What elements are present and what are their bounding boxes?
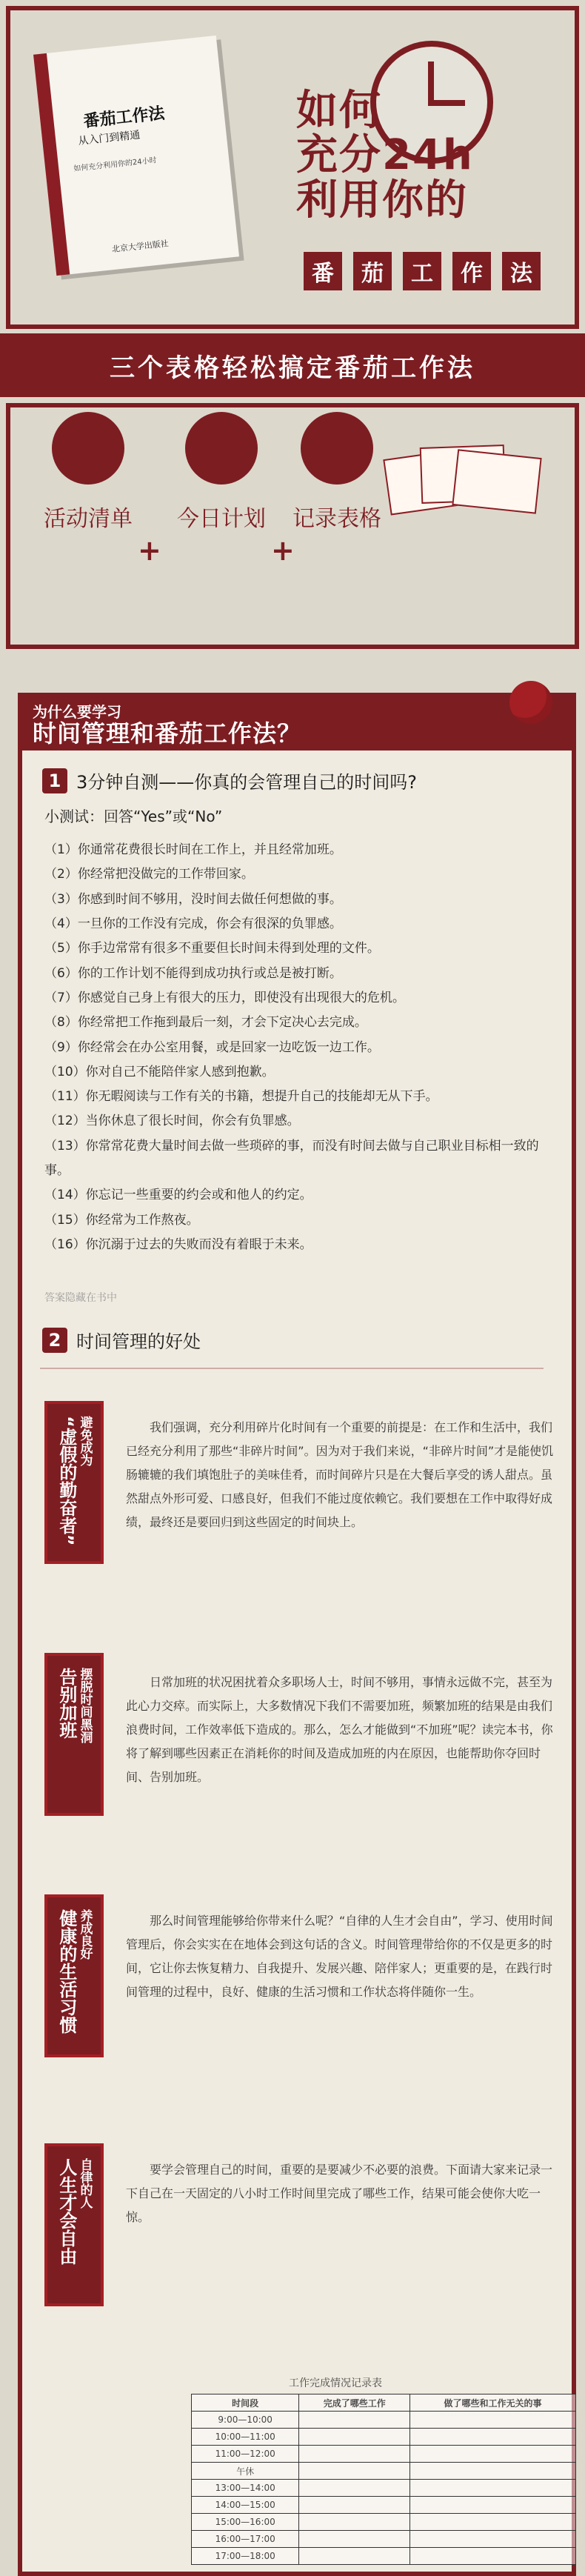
quiz-item: （5）你手边常常有很多不重要但长时间未得到处理的文件。: [44, 941, 380, 956]
sheet: [452, 449, 541, 513]
benefits-heading: [42, 1327, 201, 1353]
benefit-tag: [44, 1894, 104, 2057]
benefit-tag-small: 摆脱时间黑洞: [77, 1668, 93, 1743]
pomodoro-char: 工: [403, 252, 441, 290]
quiz-list: [44, 838, 548, 1257]
quiz-item: （13）你常常花费大量时间去做一些琐碎的事，而没有时间去做与自己职业目标相一致的事。: [44, 1138, 539, 1179]
paper-sheets-icon: [387, 446, 527, 542]
pomodoro-row: [304, 252, 541, 290]
tomato-icon: [509, 681, 552, 724]
benefit-block: [44, 2143, 555, 2306]
benefit-tag-small: 养成良好: [77, 1909, 93, 1960]
table-row-time: 17:00—18:00: [192, 2548, 299, 2565]
table-row-time: 13:00—14:00: [192, 2480, 299, 2497]
banner-title: 三个表格轻松搞定番茄工作法: [110, 353, 475, 383]
pomodoro-char: 茄: [353, 252, 392, 290]
table-row-time: 9:00—10:00: [192, 2412, 299, 2429]
quiz-item: （3）你感到时间不够用，没时间去做任何想做的事。: [44, 891, 342, 907]
benefit-block: [44, 1894, 555, 2087]
benefit-tag: [44, 1401, 104, 1564]
activity-list-card: [33, 412, 144, 532]
activity-list-label: 活动清单: [44, 506, 133, 532]
quiz-item: （1）你通常花费很长时间在工作上，并且经常加班。: [44, 842, 342, 857]
book-subtitle: 从入门到精通: [77, 129, 141, 148]
notebook-icon: [301, 412, 373, 485]
quiz-item: （6）你的工作计划不能得到成功执行或总是被打断。: [44, 965, 342, 981]
today-plan-card: [166, 412, 277, 532]
benefit-block: [44, 1653, 555, 1846]
headline: [296, 89, 541, 223]
quiz-item: （2）你经常把没做完的工作带回家。: [44, 867, 254, 882]
book-title: 番茄工作法: [82, 104, 166, 132]
headline-line-2: 充分24h: [296, 131, 474, 180]
benefits-title: 时间管理的好处: [76, 1331, 201, 1352]
plus-icon: +: [271, 534, 295, 567]
answer-note: 答案隐藏在书中: [44, 1292, 117, 1304]
benefit-text: 我们强调，充分利用碎片化时间有一个重要的前提是：在工作和生活中，我们已经充分利用了那些“非碎片时间”。因为对于我们来说，“非碎片时间”才是能使饥肠辘辘的我们填饱肚子的美味佳肴，而时间碎片只是在大餐后享受的诱人甜点。虽然甜点外形可爱、口感良好，但我们不能过度依赖它。我们要想在工作中取得好成绩，最终还是要回归到这些固定的时间块上。: [126, 1420, 554, 1529]
quiz-title: 3分钟自测——你真的会管理自己的时间吗?: [76, 772, 418, 793]
benefit-text: 那么时间管理能够给你带来什么呢？“自律的人生才会自由”，学习、使用时间管理后，你会实实在在地体会到这句话的含义。时间管理带给你的不仅是更多的时间，它让你去恢复精力、自我提升、发展兴趣、陪伴家人；更重要的是，在践行时间管理的过程中，良好、健康的生活习惯和工作状态将伴随你一生。: [126, 1914, 553, 1999]
hero: [0, 0, 585, 333]
table-row-time: 16:00—17:00: [192, 2531, 299, 2548]
benefit-tag-small: 自律的人: [77, 2158, 93, 2209]
table-row-time: 15:00—16:00: [192, 2514, 299, 2531]
quiz-item: （10）你对自己不能陪伴家人感到抱歉。: [44, 1064, 275, 1079]
benefit-tag: [44, 2143, 104, 2306]
quiz-item: （8）你经常把工作拖到最后一刻，才会下定决心去完成。: [44, 1015, 367, 1031]
table-header: 做了哪些和工作无关的事: [410, 2394, 576, 2412]
table-header: 完成了哪些工作: [299, 2394, 410, 2412]
headline-line-3: 利用你的: [296, 176, 468, 224]
quiz-item: （16）你沉溺于过去的失败而没有着眼于未来。: [44, 1237, 312, 1252]
record-table-title: 工作完成情况记录表: [289, 2377, 382, 2389]
benefit-tag-big: 健康的生活习惯: [56, 1909, 77, 2034]
table-row-time: 11:00—12:00: [192, 2446, 299, 2463]
pomodoro-char: 番: [304, 252, 342, 290]
divider: [40, 1368, 544, 1369]
table-row-time: 14:00—15:00: [192, 2497, 299, 2514]
headline-line-1: 如何: [296, 87, 382, 135]
quiz-item: （14）你忘记一些重要的约会或和他人的约定。: [44, 1188, 312, 1203]
quiz-badge: 1: [42, 768, 67, 793]
benefit-tag: [44, 1653, 104, 1816]
benefit-text: 日常加班的状况困扰着众多职场人士，时间不够用，事情永远做不完，甚至为此心力交瘁。而实际上，大多数情况下我们不需要加班，频繁加班的结果是由我们浪费时间，工作效率低下造成的。那么，怎么才能做到“不加班”呢？读完本书，你将了解到哪些因素正在消耗你的时间及造成加班的内在原因，也能帮助你夺回时间、告别加班。: [126, 1675, 553, 1784]
benefit-tag-big: “虚假的勤奋者”: [56, 1416, 77, 1546]
pomodoro-char: 作: [452, 252, 491, 290]
section-header: [22, 697, 572, 750]
quiz-item: （4）一旦你的工作没有完成，你会有很深的负罪感。: [44, 916, 342, 931]
table-row-time: 10:00—11:00: [192, 2429, 299, 2446]
plus-icon: +: [138, 534, 161, 567]
today-plan-label: 今日计划: [177, 506, 266, 532]
section-title: 时间管理和番茄工作法？: [33, 719, 302, 748]
benefit-block: [44, 1401, 555, 1608]
benefit-text: 要学会管理自己的时间，重要的是要减少不必要的浪费。下面请大家来记录一下自己在一天固定的八小时工作时间里完成了哪些工作，结果可能会使你大吃一惊。: [126, 2163, 553, 2224]
benefits-badge: 2: [42, 1328, 67, 1353]
quiz-item: （12）当你休息了很长时间，你会有负罪感。: [44, 1114, 300, 1129]
quiz-item: （9）你经常会在办公室用餐，或是回家一边吃饭一边工作。: [44, 1039, 380, 1055]
main-section: [18, 693, 576, 2576]
table-header: 时间段: [192, 2394, 299, 2412]
quiz-item: （15）你经常为工作熬夜。: [44, 1212, 199, 1228]
check-icon: [185, 412, 258, 485]
record-table-label: 记录表格: [292, 506, 381, 532]
quiz-heading: [42, 768, 417, 793]
book-note: 如何充分利用你的24小时: [73, 156, 158, 173]
pomodoro-char: 法: [502, 252, 541, 290]
book-publisher: 北京大学出版社: [111, 239, 170, 255]
record-table: [191, 2394, 576, 2565]
quiz-item: （7）你感觉自己身上有很大的压力，即使没有出现很大的危机。: [44, 990, 405, 1005]
benefit-tag-small: 避免成为: [77, 1416, 93, 1466]
quiz-intro: 小测试：回答“Yes”或“No”: [44, 808, 223, 825]
three-tables-area: [0, 397, 585, 649]
quiz-item: （11）你无暇阅读与工作有关的书籍，想提升自己的技能却无从下手。: [44, 1089, 438, 1105]
section-banner: [0, 333, 585, 397]
section-subtitle: 为什么要学习: [33, 703, 121, 721]
book-cover: [33, 36, 239, 276]
benefit-tag-big: 人生才会自由: [56, 2158, 77, 2265]
table-row-time: 午休: [192, 2463, 299, 2480]
benefit-tag-big: 告别加班: [56, 1668, 77, 1739]
list-icon: [52, 412, 124, 485]
record-table-card: [281, 412, 392, 532]
